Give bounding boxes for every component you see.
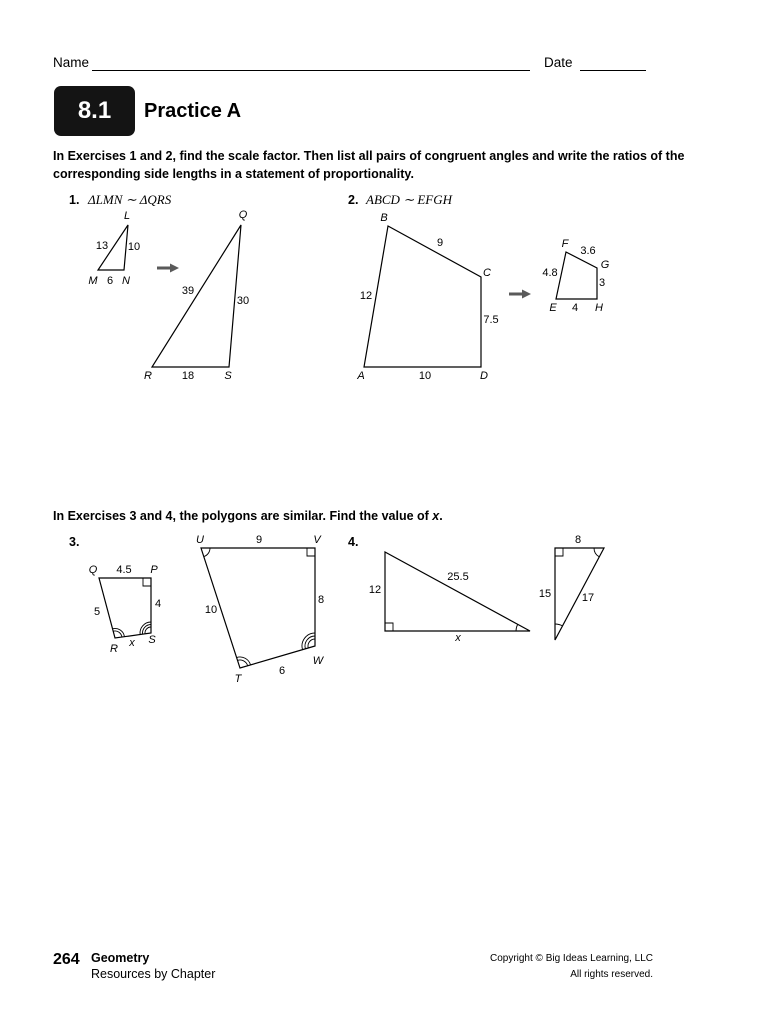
vertex-label-q: Q [238, 209, 248, 221]
side-label-rq: 5 [93, 606, 101, 618]
exercise-4-number: 4. [348, 535, 359, 549]
angle-mark-right-bottom [555, 624, 563, 626]
right-angle-mark-v [307, 548, 315, 556]
side-label-rs: 18 [181, 370, 195, 382]
vertex-label-m: M [88, 275, 98, 287]
vertex-label-t: T [234, 673, 242, 685]
side-label-mn: 6 [106, 275, 114, 287]
side-label-wt: 6 [278, 665, 286, 677]
vertex-label-v: V [313, 534, 321, 546]
vertex-label-l: L [123, 210, 131, 222]
angle-mark-right-top [594, 548, 599, 557]
book-title: Geometry [91, 951, 150, 965]
vertex-label-r: R [110, 643, 118, 655]
side-label-qr: 39 [181, 285, 195, 297]
vertex-label-h: H [595, 302, 603, 314]
side-label-sr: x [129, 637, 135, 649]
vertex-label-q: Q [88, 564, 98, 576]
exercise-4-figures [369, 534, 604, 644]
vertex-label-b: B [380, 212, 388, 224]
exercise-2-number: 2. [348, 193, 359, 207]
angle-mark-u [204, 548, 210, 557]
triangle-qrs [152, 225, 241, 367]
instructions-part1-line2: corresponding side lengths in a statement of proportionality. [53, 167, 414, 181]
vertex-label-s: S [148, 634, 156, 646]
instructions-part2-text: In Exercises 3 and 4, the polygons are similar. Find the value of [53, 509, 433, 523]
side-label-gh: 3 [598, 277, 606, 289]
side-label-leg-15: 15 [538, 588, 552, 600]
book-subtitle: Resources by Chapter [91, 967, 216, 981]
vertex-label-a: A [357, 370, 365, 382]
right-angle-mark-right [555, 548, 563, 556]
exercise-1-number: 1. [69, 193, 80, 207]
side-label-vw: 8 [317, 594, 325, 606]
right-triangle-left [385, 552, 530, 631]
exercise-2-statement: ABCD ∼ EFGH [366, 192, 452, 207]
arrow-right-icon [157, 264, 179, 273]
exercise-3-number: 3. [69, 535, 80, 549]
vertex-label-d: D [480, 370, 488, 382]
vertex-label-e: E [549, 302, 557, 314]
side-label-uv: 9 [255, 534, 263, 546]
side-label-hypotenuse-25-5: 25.5 [447, 571, 469, 583]
date-label: Date [544, 55, 573, 70]
quadrilateral-abcd [364, 226, 481, 367]
quadrilateral-efgh [556, 252, 597, 299]
right-triangle-right [555, 548, 604, 640]
vertex-label-g: G [600, 259, 610, 271]
side-label-qp: 4.5 [116, 564, 132, 576]
side-label-qs: 30 [236, 295, 250, 307]
exercise-2-figures [356, 212, 609, 382]
rights-text: All rights reserved. [570, 969, 653, 980]
section-number-badge: 8.1 [54, 86, 135, 136]
vertex-label-f: F [561, 238, 569, 250]
side-label-eh: 4 [571, 302, 579, 314]
side-label-bc: 9 [436, 237, 444, 249]
vertex-label-c: C [483, 267, 491, 279]
arrow-right-icon [509, 290, 531, 299]
side-label-cd: 7.5 [483, 314, 499, 326]
vertex-label-s: S [224, 370, 232, 382]
instructions-part2-variable: x [432, 509, 440, 523]
name-label: Name [53, 55, 90, 70]
page-title: Practice A [144, 100, 242, 122]
side-label-lm: 13 [95, 240, 109, 252]
instructions-part2-suffix: . [439, 509, 443, 523]
angle-mark-left-acute [516, 624, 518, 631]
exercise-3-figures [89, 534, 325, 685]
right-angle-mark-p [143, 578, 151, 586]
side-label-fg: 3.6 [580, 245, 596, 257]
vertex-label-w: W [312, 655, 324, 667]
side-label-base-x: x [455, 632, 461, 644]
page-number: 264 [53, 951, 80, 968]
quadrilateral-uvwt [201, 548, 315, 668]
side-label-leg-12: 12 [368, 584, 382, 596]
exercise-1-figures [88, 209, 249, 382]
side-label-ad: 10 [418, 370, 432, 382]
vertex-label-r: R [144, 370, 152, 382]
side-label-top-8: 8 [574, 534, 582, 546]
side-label-ab: 12 [359, 290, 373, 302]
side-label-ef: 4.8 [542, 267, 558, 279]
copyright-text: Copyright © Big Ideas Learning, LLC [489, 953, 653, 964]
vertex-label-p: P [150, 564, 158, 576]
vertex-label-u: U [196, 534, 204, 546]
side-label-hypotenuse-17: 17 [581, 592, 595, 604]
side-label-ps: 4 [154, 598, 162, 610]
instructions-part1-line1: In Exercises 1 and 2, find the scale factor. Then list all pairs of congruent angles and write the ratios of the [53, 149, 685, 163]
right-angle-mark-left [385, 623, 393, 631]
vertex-label-n: N [122, 275, 130, 287]
side-label-tu: 10 [204, 604, 218, 616]
side-label-ln: 10 [127, 241, 141, 253]
exercise-1-statement: ΔLMN ∼ ΔQRS [88, 192, 172, 207]
